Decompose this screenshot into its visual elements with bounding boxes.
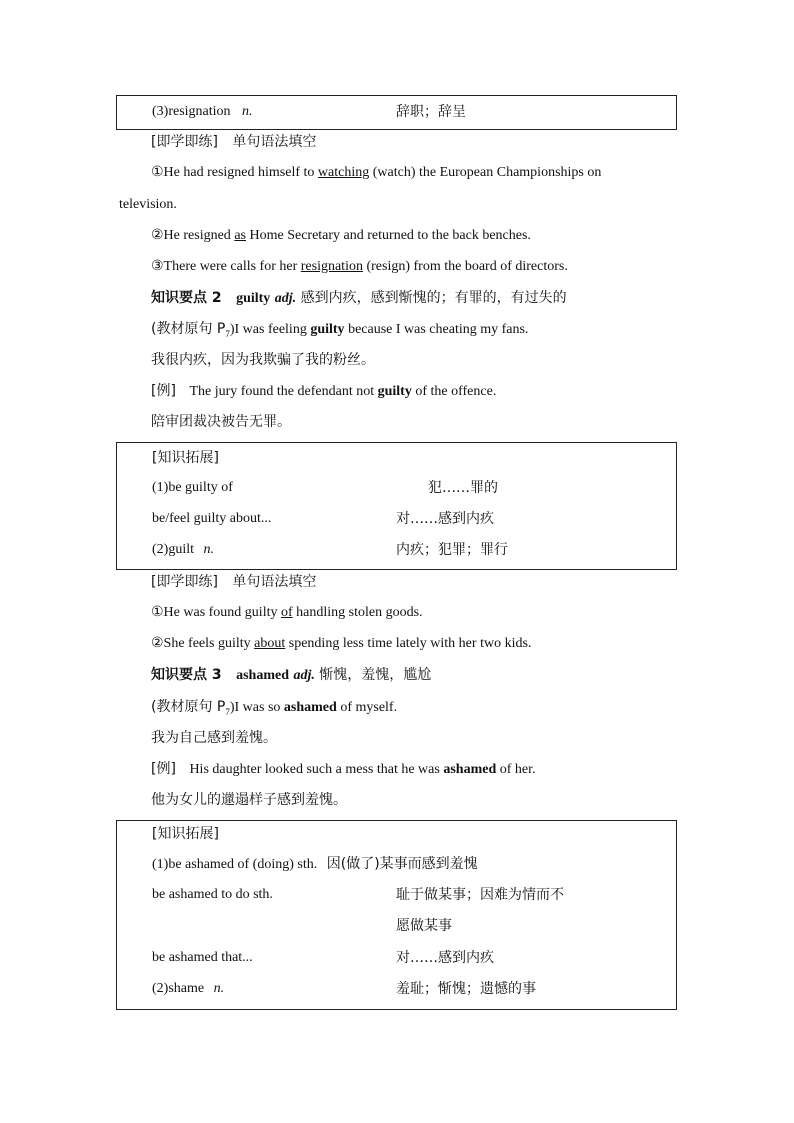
point3-src-text: )I was so <box>229 700 281 715</box>
point3-example-translation: 他为女儿的邋遢样子感到羞愧。 <box>151 792 347 808</box>
practice2-heading-label: [即学即练] <box>151 574 218 590</box>
box3-row4-zh: 羞耻；惭愧；遗憾的事 <box>396 981 536 997</box>
point2-meaning: 感到内疚，感到惭愧的；有罪的，有过失的 <box>300 290 567 306</box>
practice1-q2 <box>151 226 531 246</box>
point3-meaning: 惭愧，羞愧，尴尬 <box>319 667 432 683</box>
practice2-q1-answer: of <box>280 605 293 620</box>
box3-row1-en: (1)be ashamed of (doing) sth. <box>152 857 318 872</box>
point3-src-keyword: ashamed <box>283 700 337 715</box>
practice2-q2-text: ②She feels guilty <box>151 636 251 651</box>
box1-meaning: 辞职；辞呈 <box>396 104 466 120</box>
box3-row3-zh: 对……感到内疚 <box>396 950 494 966</box>
point2-source-translation: 我很内疚，因为我欺骗了我的粉丝。 <box>151 352 375 368</box>
point3-example-label: [例] <box>151 761 176 777</box>
point2-src-keyword: guilty <box>310 322 345 337</box>
point3-source <box>151 697 397 722</box>
point2-word: guilty <box>236 291 271 306</box>
practice2-q2-answer: about <box>254 636 286 651</box>
practice1-q3-answer: resignation <box>300 259 363 274</box>
point2-src-rest: because I was cheating my fans. <box>348 322 529 337</box>
box3-row3-en: be ashamed that... <box>152 950 253 965</box>
practice2-q1 <box>151 603 423 623</box>
practice1-q1-cont: television. <box>119 197 177 212</box>
box1-term-word: (3)resignation <box>152 104 231 119</box>
box3-row1 <box>152 854 478 875</box>
point2-source <box>151 319 528 344</box>
box3-row2-en: be ashamed to do sth. <box>152 887 273 902</box>
point3-example-text: His daughter looked such a mess that he was <box>189 762 440 777</box>
practice2-heading <box>151 572 316 592</box>
practice2-q2 <box>151 634 531 654</box>
box3-row4-pos: n. <box>213 981 225 996</box>
box3-row4-en <box>152 979 224 999</box>
point2-example-translation: 陪审团裁决被告无罪。 <box>151 414 291 430</box>
box3-row2-zh-cont: 愿做某事 <box>396 918 452 934</box>
practice1-q2-rest: Home Secretary and returned to the back benches. <box>249 228 531 243</box>
box2-row2-en: be/feel guilty about... <box>152 511 272 526</box>
point2-src-page: 7 <box>225 328 230 339</box>
point2-heading <box>151 288 567 309</box>
point3-example <box>151 759 536 780</box>
practice1-q2-answer: as <box>234 228 246 243</box>
box3-row2-zh: 耻于做某事；因难为情而不 <box>396 887 564 903</box>
point3-src-prefix: (教材原句 P <box>151 699 226 715</box>
point2-pos: adj. <box>274 291 297 306</box>
practice1-q1-answer: watching <box>317 165 370 180</box>
box2-row3-word: (2)guilt <box>152 542 194 557</box>
practice1-q3 <box>151 257 568 277</box>
box3-heading: [知识拓展] <box>152 826 219 842</box>
point3-src-page: 7 <box>225 706 230 717</box>
point2-src-prefix: (教材原句 P <box>151 321 226 337</box>
practice1-q3-text: ③There were calls for her <box>151 259 298 274</box>
point3-example-rest: of her. <box>499 762 536 777</box>
practice1-q1 <box>151 163 601 183</box>
practice1-heading-label: [即学即练] <box>151 134 218 150</box>
practice1-task: 单句语法填空 <box>232 134 317 150</box>
box2-heading: [知识拓展] <box>152 450 219 466</box>
practice2-q2-rest: spending less time lately with her two kids. <box>288 636 532 651</box>
point3-label: 知识要点 3 <box>151 667 222 683</box>
point3-example-keyword: ashamed <box>443 762 497 777</box>
point2-src-text: )I was feeling <box>229 322 307 337</box>
practice2-task: 单句语法填空 <box>232 574 317 590</box>
practice1-q1-text: ①He had resigned himself to <box>151 165 315 180</box>
point3-word: ashamed <box>236 668 289 683</box>
point2-example <box>151 381 496 402</box>
box3-row1-zh: 因(做了)某事而感到羞愧 <box>326 856 478 872</box>
point3-source-translation: 我为自己感到羞愧。 <box>151 730 277 746</box>
point3-pos: adj. <box>293 668 315 683</box>
box3-row4-word: (2)shame <box>152 981 205 996</box>
practice1-q3-rest: (resign) from the board of directors. <box>366 259 568 274</box>
box2-row1-zh: 犯……罪的 <box>428 480 498 496</box>
box2-row1-en: (1)be guilty of <box>152 480 233 495</box>
point2-example-rest: of the offence. <box>415 384 497 399</box>
practice1-heading <box>151 132 316 152</box>
ashamed-expansion-box <box>116 820 677 1010</box>
box2-row3-zh: 内疚；犯罪；罪行 <box>396 542 508 558</box>
box2-row3-pos: n. <box>203 542 214 557</box>
practice1-q1-rest: (watch) the European Championships on <box>372 165 602 180</box>
practice2-q1-text: ①He was found guilty <box>151 605 278 620</box>
box1-pos: n. <box>242 104 253 119</box>
point3-heading <box>151 665 431 686</box>
resignation-box <box>116 95 677 130</box>
point2-example-label: [例] <box>151 383 176 399</box>
point2-label: 知识要点 2 <box>151 290 222 306</box>
practice1-q2-text: ②He resigned <box>151 228 231 243</box>
box2-row2-zh: 对……感到内疚 <box>396 511 494 527</box>
point2-example-keyword: guilty <box>377 384 412 399</box>
point2-example-text: The jury found the defendant not <box>189 384 375 399</box>
box2-row3-en <box>152 540 214 560</box>
box1-term <box>152 102 253 122</box>
point3-src-rest: of myself. <box>340 700 398 715</box>
practice2-q1-rest: handling stolen goods. <box>296 605 423 620</box>
guilty-expansion-box <box>116 442 677 570</box>
